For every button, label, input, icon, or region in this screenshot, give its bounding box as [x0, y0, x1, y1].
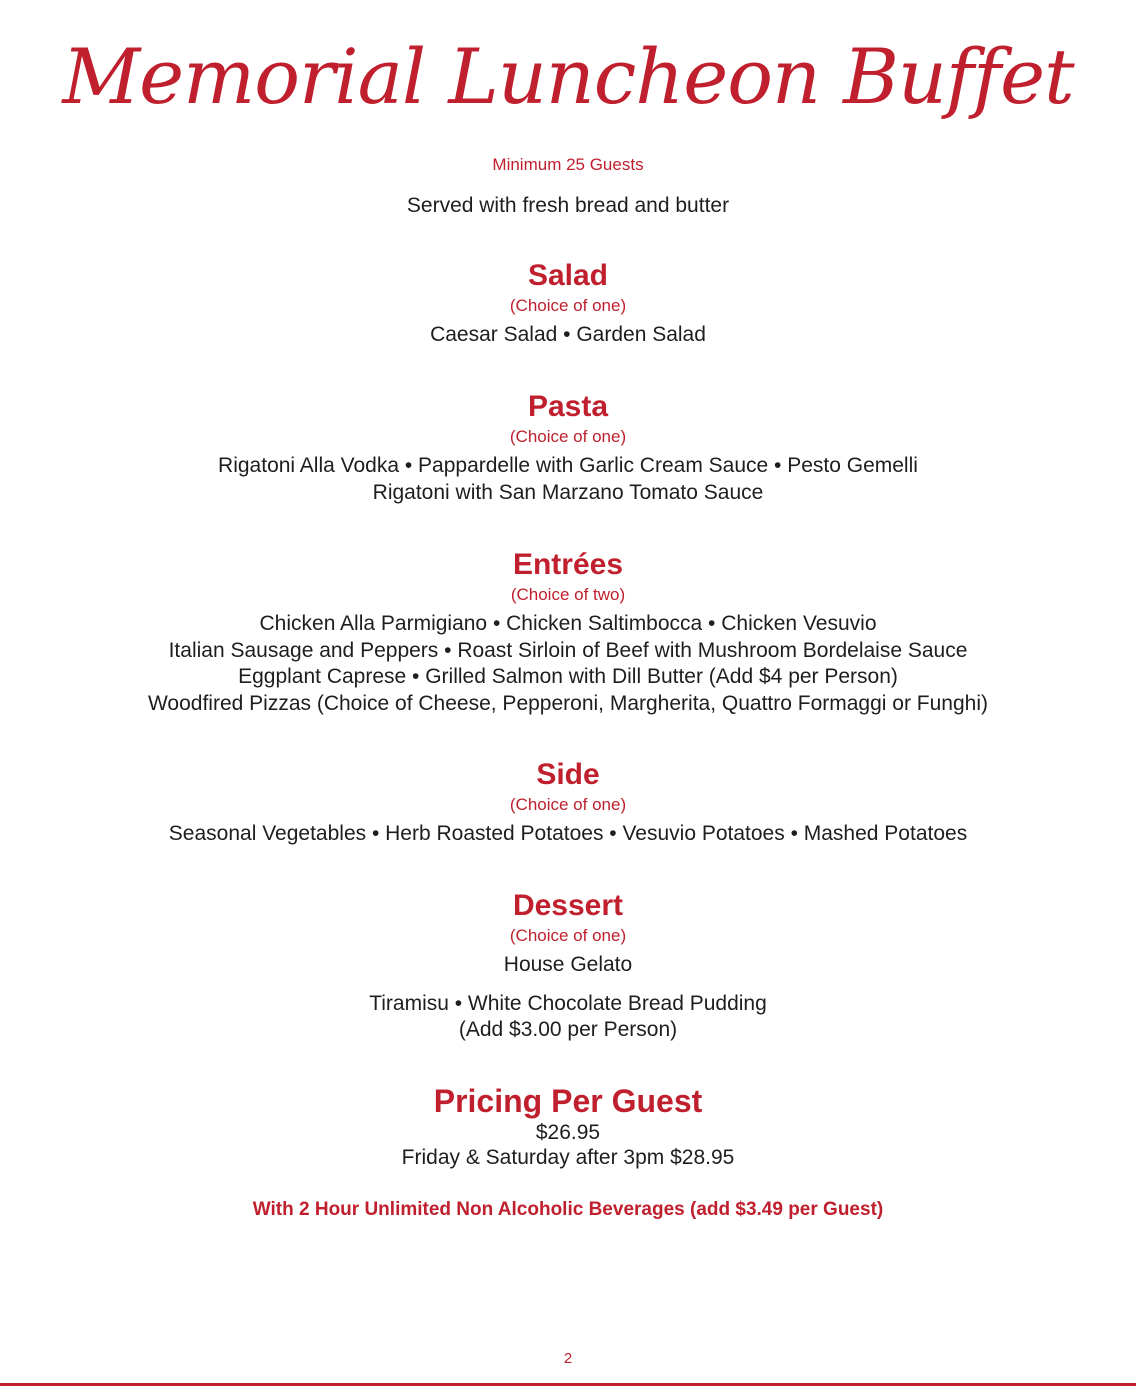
- section-title: Dessert: [512, 889, 624, 922]
- section-dessert: [0, 888, 1136, 1044]
- section-choice: (Choice of one): [509, 795, 627, 814]
- section-choice: (Choice of one): [509, 296, 627, 315]
- base-price: $26.95: [535, 1121, 601, 1144]
- section-title: Entrées: [512, 548, 624, 581]
- section-title: Salad: [527, 259, 609, 292]
- section-choice: (Choice of two): [510, 585, 626, 604]
- section-title: Pasta: [527, 390, 609, 423]
- menu-line: Eggplant Caprese • Grilled Salmon with Dill Butter (Add $4 per Person): [238, 665, 898, 688]
- menu-line: Caesar Salad • Garden Salad: [430, 323, 706, 346]
- menu-line: Italian Sausage and Peppers • Roast Sirloin of Beef with Mushroom Bordelaise Sauce: [168, 638, 968, 662]
- menu-line: Chicken Alla Parmigiano • Chicken Saltimbocca • Chicken Vesuvio: [259, 612, 877, 635]
- weekend-price: Friday & Saturday after 3pm $28.95: [401, 1146, 735, 1169]
- menu-line: Tiramisu • White Chocolate Bread Pudding: [369, 991, 767, 1015]
- section-entrees: [0, 547, 1136, 717]
- menu-line: Rigatoni with San Marzano Tomato Sauce: [372, 480, 764, 504]
- pricing-title: Pricing Per Guest: [433, 1083, 703, 1119]
- menu-line: Rigatoni Alla Vodka • Pappardelle with Garlic Cream Sauce • Pesto Gemelli: [218, 454, 918, 477]
- section-title: Side: [536, 758, 600, 791]
- section-pasta: [0, 389, 1136, 506]
- menu-line: (Add $3.00 per Person): [458, 1018, 678, 1041]
- page-title: Memorial Luncheon Buffet: [62, 32, 1074, 121]
- menu-line: Woodfired Pizzas (Choice of Cheese, Pepperoni, Margherita, Quattro Formaggi or Funghi): [147, 691, 988, 715]
- minimum-guests: Minimum 25 Guests: [492, 155, 644, 174]
- section-choice: (Choice of one): [509, 427, 627, 446]
- served-note: Served with fresh bread and butter: [406, 194, 730, 217]
- menu-line: House Gelato: [503, 953, 633, 976]
- section-salad: [0, 258, 1136, 349]
- section-choice: (Choice of one): [509, 926, 627, 945]
- menu-line: Seasonal Vegetables • Herb Roasted Potatoes • Vesuvio Potatoes • Mashed Potatoes: [168, 822, 968, 845]
- section-side: [0, 757, 1136, 848]
- section-pricing: [0, 1082, 1136, 1170]
- beverage-addon: With 2 Hour Unlimited Non Alcoholic Beverages (add $3.49 per Guest): [252, 1199, 884, 1220]
- page-number: 2: [563, 1350, 573, 1367]
